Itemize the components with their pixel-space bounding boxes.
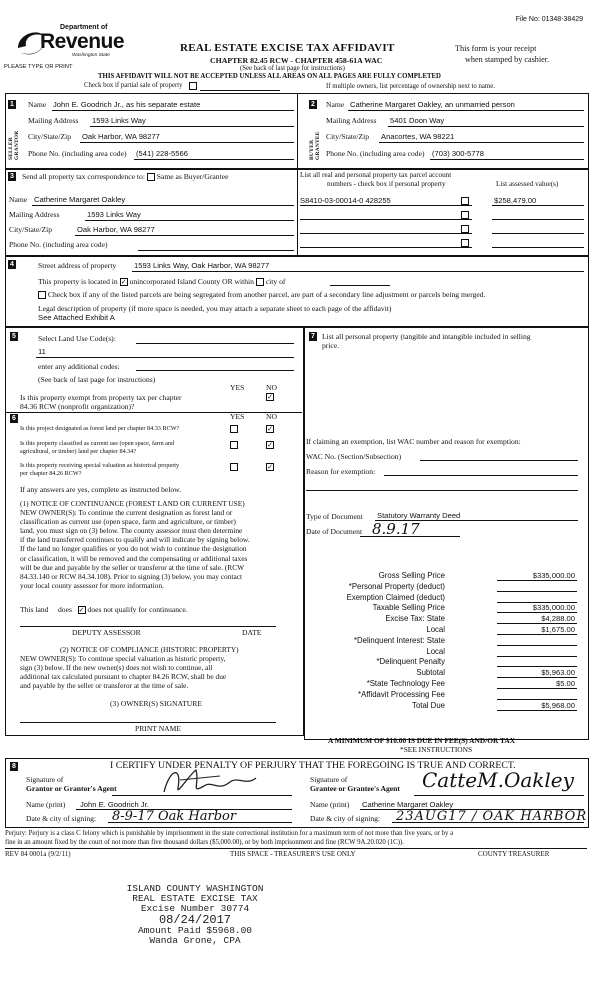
- see-instructions: *SEE INSTRUCTIONS: [400, 745, 473, 754]
- s5-no-header: NO: [266, 383, 277, 392]
- s3-mail-label: Mailing Address: [9, 210, 60, 219]
- seller-phone[interactable]: (541) 228-5566: [136, 149, 188, 158]
- section-3-number: 3: [8, 172, 16, 181]
- personal-prop-checkbox-4[interactable]: [461, 239, 469, 247]
- s3-city-label: City/State/Zip: [9, 225, 53, 234]
- treasurer-use-only: THIS SPACE - TREASURER'S USE ONLY: [230, 850, 356, 858]
- grantor-name-label: Name (print): [26, 800, 66, 809]
- historic-question-2: per chapter 84.26 RCW?: [20, 470, 82, 477]
- seller-mail-label: Mailing Address: [28, 116, 79, 125]
- unincorporated-checkbox[interactable]: ✓: [120, 278, 127, 287]
- grantee-name-label: Name (print): [310, 800, 350, 809]
- receipt-note-1: This form is your receipt: [455, 44, 537, 53]
- partial-sale-checkbox[interactable]: [189, 82, 197, 90]
- form-title: REAL ESTATE EXCISE TAX AFFIDAVIT: [180, 42, 395, 54]
- fee-row: *Affidavit Processing Fee: [310, 690, 587, 701]
- assessed-header: List assessed value(s): [496, 180, 559, 188]
- buyer-city[interactable]: Anacortes, WA 98221: [381, 132, 455, 141]
- dept-line2: Revenue: [40, 30, 125, 53]
- print-name-label: PRINT NAME: [135, 724, 182, 733]
- perjury-certification: I CERTIFY UNDER PENALTY OF PERJURY THAT THE FOREGOING IS TRUE AND CORRECT.: [110, 760, 516, 771]
- legal-description-value[interactable]: See Attached Exhibit A: [38, 313, 115, 322]
- if-yes-instruction: If any answers are yes, complete as instructed below.: [20, 485, 182, 494]
- section-2-number: 2: [309, 100, 317, 109]
- current-use-question-2: agricultural, or timber) land per chapter 84.34?: [20, 448, 137, 455]
- buyer-city-label: City/State/Zip: [326, 132, 370, 141]
- personal-prop-checkbox-3[interactable]: [461, 225, 469, 233]
- seller-mail[interactable]: 1593 Links Way: [92, 116, 146, 125]
- notice-compliance: (2) NOTICE OF COMPLIANCE (HISTORIC PROPERTY) NEW OWNER(S): To continue special valuation as historic property, sign (3) below. If the new owner(s) does not wish to continue, all additional tax calculated pursuant to chapter 84.26 RCW, shall be due and payable by the seller or transferor at the time of sale.: [20, 645, 239, 691]
- document-type-label: Type of Document: [306, 512, 363, 521]
- s6-no-header: NO: [266, 412, 277, 421]
- seller-side-label: SELLER GRANTOR: [8, 130, 20, 160]
- form-revision: REV 84 0001a (9/2/11): [5, 850, 71, 858]
- grantee-print-name[interactable]: Catherine Margaret Oakley: [362, 800, 454, 809]
- s5-see-back: (See back of last page for instructions): [38, 375, 156, 384]
- legal-description-label: Legal description of property (if more space is needed, you may attach a separate sheet to each page of the affidavit): [38, 304, 392, 313]
- s3-phone-label: Phone No. (including area code): [9, 240, 108, 249]
- s3-mail[interactable]: 1593 Links Way: [87, 210, 141, 219]
- historic-no-checkbox[interactable]: ✓: [267, 463, 273, 471]
- seller-city-label: City/State/Zip: [28, 132, 72, 141]
- does-not-qualify-checkbox[interactable]: ✓: [78, 606, 85, 615]
- fee-row: *Delinquent Penalty: [310, 657, 587, 668]
- fee-row: Subtotal $5,963.00: [416, 668, 575, 678]
- file-number: File No: 01348-38429: [515, 16, 583, 23]
- s6-yes-header: YES: [230, 412, 245, 421]
- fee-row: *Personal Property (deduct): [310, 582, 587, 593]
- parcel-header-1: List all real and personal property tax parcel account: [300, 171, 452, 179]
- fee-row: Total Due $5,968.00: [412, 700, 575, 710]
- treasurer-stamp: ISLAND COUNTY WASHINGTON REAL ESTATE EXCISE TAX Excise Number 30774 08/24/2017 Amount Paid $5968.00 Wanda Grone, CPA: [126, 883, 264, 946]
- fee-row: *State Technology Fee $5.00: [366, 678, 575, 688]
- located-line: This property is located in ✓ unincorporated Island County OR within city of: [38, 277, 286, 287]
- buyer-mail-label: Mailing Address: [326, 116, 377, 125]
- grantor-date-city-label: Date & city of signing:: [26, 814, 97, 823]
- see-back-note: (See back of last page for instructions): [240, 65, 345, 72]
- forest-question: Is this project designated as forest land per chapter 84.33 RCW?: [20, 425, 180, 432]
- forest-no-checkbox[interactable]: ✓: [267, 425, 273, 433]
- same-as-buyer-checkbox[interactable]: [147, 173, 155, 181]
- exempt-question-2: 84.36 RCW (nonprofit organization)?: [20, 402, 135, 411]
- tax-correspondence-label: Send all property tax correspondence to: Same as Buyer/Grantee: [22, 172, 229, 181]
- grantor-signature-icon[interactable]: [160, 764, 260, 798]
- s3-name-label: Name: [9, 195, 28, 204]
- county-treasurer-label: COUNTY TREASURER: [478, 850, 550, 858]
- multiple-owners-note: If multiple owners, list percentage of ownership next to name.: [326, 83, 495, 90]
- personal-prop-checkbox-2[interactable]: [461, 211, 469, 219]
- grantee-date-city-label: Date & city of signing:: [310, 814, 381, 823]
- fee-row: Local: [310, 647, 587, 658]
- please-type: PLEASE TYPE OR PRINT: [4, 64, 73, 70]
- perjury-notice-2: fine in an amount fixed by the court of not more than five thousand dollars ($5,000.00), or by both imprisonment and fine (RCW 9A.20.020 (1C)).: [5, 839, 404, 846]
- fee-row: *Delinquent Interest: State: [310, 636, 587, 647]
- exempt-no-checkbox[interactable]: ✓: [267, 393, 273, 401]
- buyer-name[interactable]: Catherine Margaret Oakley, an unmarried person: [350, 100, 515, 109]
- section-7-number: 7: [309, 332, 317, 341]
- street-label: Street address of property: [38, 261, 117, 270]
- exemption-claim-label: If claiming an exemption, list WAC number and reason for exemption:: [306, 437, 521, 446]
- grantee-sig-label-2: Grantee or Grantee's Agent: [310, 784, 400, 793]
- personal-prop-checkbox-1[interactable]: [461, 197, 469, 205]
- dept-line1: Department of: [60, 24, 108, 31]
- current-use-yes-checkbox[interactable]: [230, 441, 238, 449]
- seller-phone-label: Phone No. (including area code): [28, 149, 127, 158]
- forest-yes-checkbox[interactable]: [230, 425, 238, 433]
- assessed-value[interactable]: $258,479.00: [494, 196, 537, 205]
- parcel-header-2: numbers - check box if personal property: [327, 180, 446, 188]
- document-date[interactable]: 8.9.17: [372, 520, 420, 538]
- seller-city[interactable]: Oak Harbor, WA 98277: [82, 132, 160, 141]
- document-date-label: Date of Document: [306, 527, 363, 536]
- fee-table: [310, 571, 587, 711]
- city-of-checkbox[interactable]: [256, 278, 264, 286]
- grantor-print-name[interactable]: John E. Goodrich Jr.: [80, 800, 149, 809]
- seller-name-label: Name: [28, 100, 47, 109]
- grantee-date-city[interactable]: 23AUG17 / OAK HARBOR: [396, 809, 588, 824]
- section-8-number: 8: [10, 762, 18, 771]
- parcel-number[interactable]: S8410-03-00014-0 428255: [300, 196, 391, 205]
- section-6-number: 6: [10, 414, 18, 423]
- land-use-value[interactable]: 11: [38, 347, 46, 356]
- grantor-sig-label-2: Grantor or Grantor's Agent: [26, 784, 117, 793]
- exemption-reason-label: Reason for exemption:: [306, 467, 376, 476]
- section-4-number: 4: [8, 260, 16, 269]
- dor-logo: [14, 22, 124, 64]
- fee-row: Gross Selling Price $335,000.00: [378, 571, 575, 580]
- continuance-line: This land does ✓ does not qualify for continuance.: [20, 605, 188, 615]
- wac-label: WAC No. (Section/Subsection): [306, 452, 402, 461]
- perjury-notice-1: Perjury: Perjury is a class C felony which is punishable by imprisonment in the state correctional institution for a maximum term of not more than five years, or by a: [5, 830, 454, 837]
- personal-property-label-2: price.: [322, 341, 340, 350]
- owner-signature-label: (3) OWNER(S) SIGNATURE: [110, 699, 202, 708]
- buyer-phone[interactable]: (703) 300-5778: [432, 149, 484, 158]
- s3-name[interactable]: Catherine Margaret Oakley: [34, 195, 126, 204]
- section-1-number: 1: [8, 100, 16, 109]
- fee-row: Exemption Claimed (deduct): [310, 593, 587, 604]
- segregated-checkbox[interactable]: [38, 291, 46, 299]
- historic-question-1: Is this property receiving special valuation as historical property: [20, 462, 180, 469]
- s3-city[interactable]: Oak Harbor, WA 98277: [77, 225, 155, 234]
- personal-property-label-1: List all personal property (tangible and intangible included in selling: [322, 332, 531, 341]
- buyer-mail[interactable]: 5401 Doon Way: [390, 116, 445, 125]
- land-use-label: Select Land Use Code(s):: [38, 334, 116, 343]
- fee-row: Excise Tax: State $4,288.00: [385, 614, 575, 624]
- partial-sale-label: Check box if partial sale of property: [84, 82, 183, 89]
- form-subtitle: CHAPTER 82.45 RCW - CHAPTER 458-61A WAC: [210, 56, 383, 65]
- seller-name[interactable]: John E. Goodrich Jr., as his separate estate: [53, 100, 201, 109]
- grantor-sig-label-1: Signature of: [26, 775, 64, 784]
- property-street[interactable]: 1593 Links Way, Oak Harbor, WA 98277: [134, 261, 270, 270]
- deputy-assessor-label: DEPUTY ASSESSOR: [72, 628, 141, 637]
- segregated-line: Check box if any of the listed parcels are being segregated from another parcel, are part of a secondary line adjustment or parcels being merged.: [38, 290, 486, 299]
- buyer-phone-label: Phone No. (including area code): [326, 149, 425, 158]
- minimum-due-line: A MINIMUM OF $10.00 IS DUE IN FEE(S) AND/OR TAX: [328, 736, 516, 745]
- fee-row: Local $1,675.00: [426, 624, 575, 634]
- buyer-name-label: Name: [326, 100, 345, 109]
- exempt-question-1: Is this property exempt from property tax per chapter: [20, 393, 182, 402]
- current-use-question-1: Is this property classified as current use (open space, farm and: [20, 440, 175, 447]
- document-type[interactable]: Statutory Warranty Deed: [377, 511, 461, 520]
- grantee-signature[interactable]: CatteM.Oakley: [422, 768, 574, 792]
- grantee-sig-label-1: Signature of: [310, 775, 348, 784]
- historic-yes-checkbox[interactable]: [230, 463, 238, 471]
- dept-line3: Washington State: [72, 53, 110, 58]
- warning-line: THIS AFFIDAVIT WILL NOT BE ACCEPTED UNLESS ALL AREAS ON ALL PAGES ARE FULLY COMPLETED: [98, 73, 441, 80]
- buyer-side-label: BUYER GRANTEE: [309, 131, 321, 160]
- fee-row: Taxable Selling Price $335,000.00: [372, 603, 575, 613]
- additional-codes-label: enter any additional codes:: [38, 362, 120, 371]
- current-use-no-checkbox[interactable]: ✓: [267, 441, 273, 449]
- notice-continuance: (1) NOTICE OF CONTINUANCE (FOREST LAND OR CURRENT USE) NEW OWNER(S): To continue the current designation as forest land or classification as current use (open space, farm and agriculture, or timber) land, you must sign on (3) below. The county assessor must then determine if the land transferred continues to qualify and will indicate by signing below. If the land no longer qualifies or you do not wish to continue the designation or classification, it will be removed and the compensating or additional taxes will be due and payable by the seller or transferor at the time of sale. (RCW 84.33.140 or RCW 84.34.108). Prior to signing (3) below, you may contact your local county assessor for more information.: [20, 499, 250, 590]
- s5-yes-header: YES: [230, 383, 245, 392]
- receipt-note-2: when stamped by cashier.: [465, 55, 550, 64]
- grantor-date-city[interactable]: 8-9-17 Oak Harbor: [112, 809, 237, 824]
- assessor-date-label: DATE: [242, 628, 262, 637]
- section-5-number: 5: [10, 332, 18, 341]
